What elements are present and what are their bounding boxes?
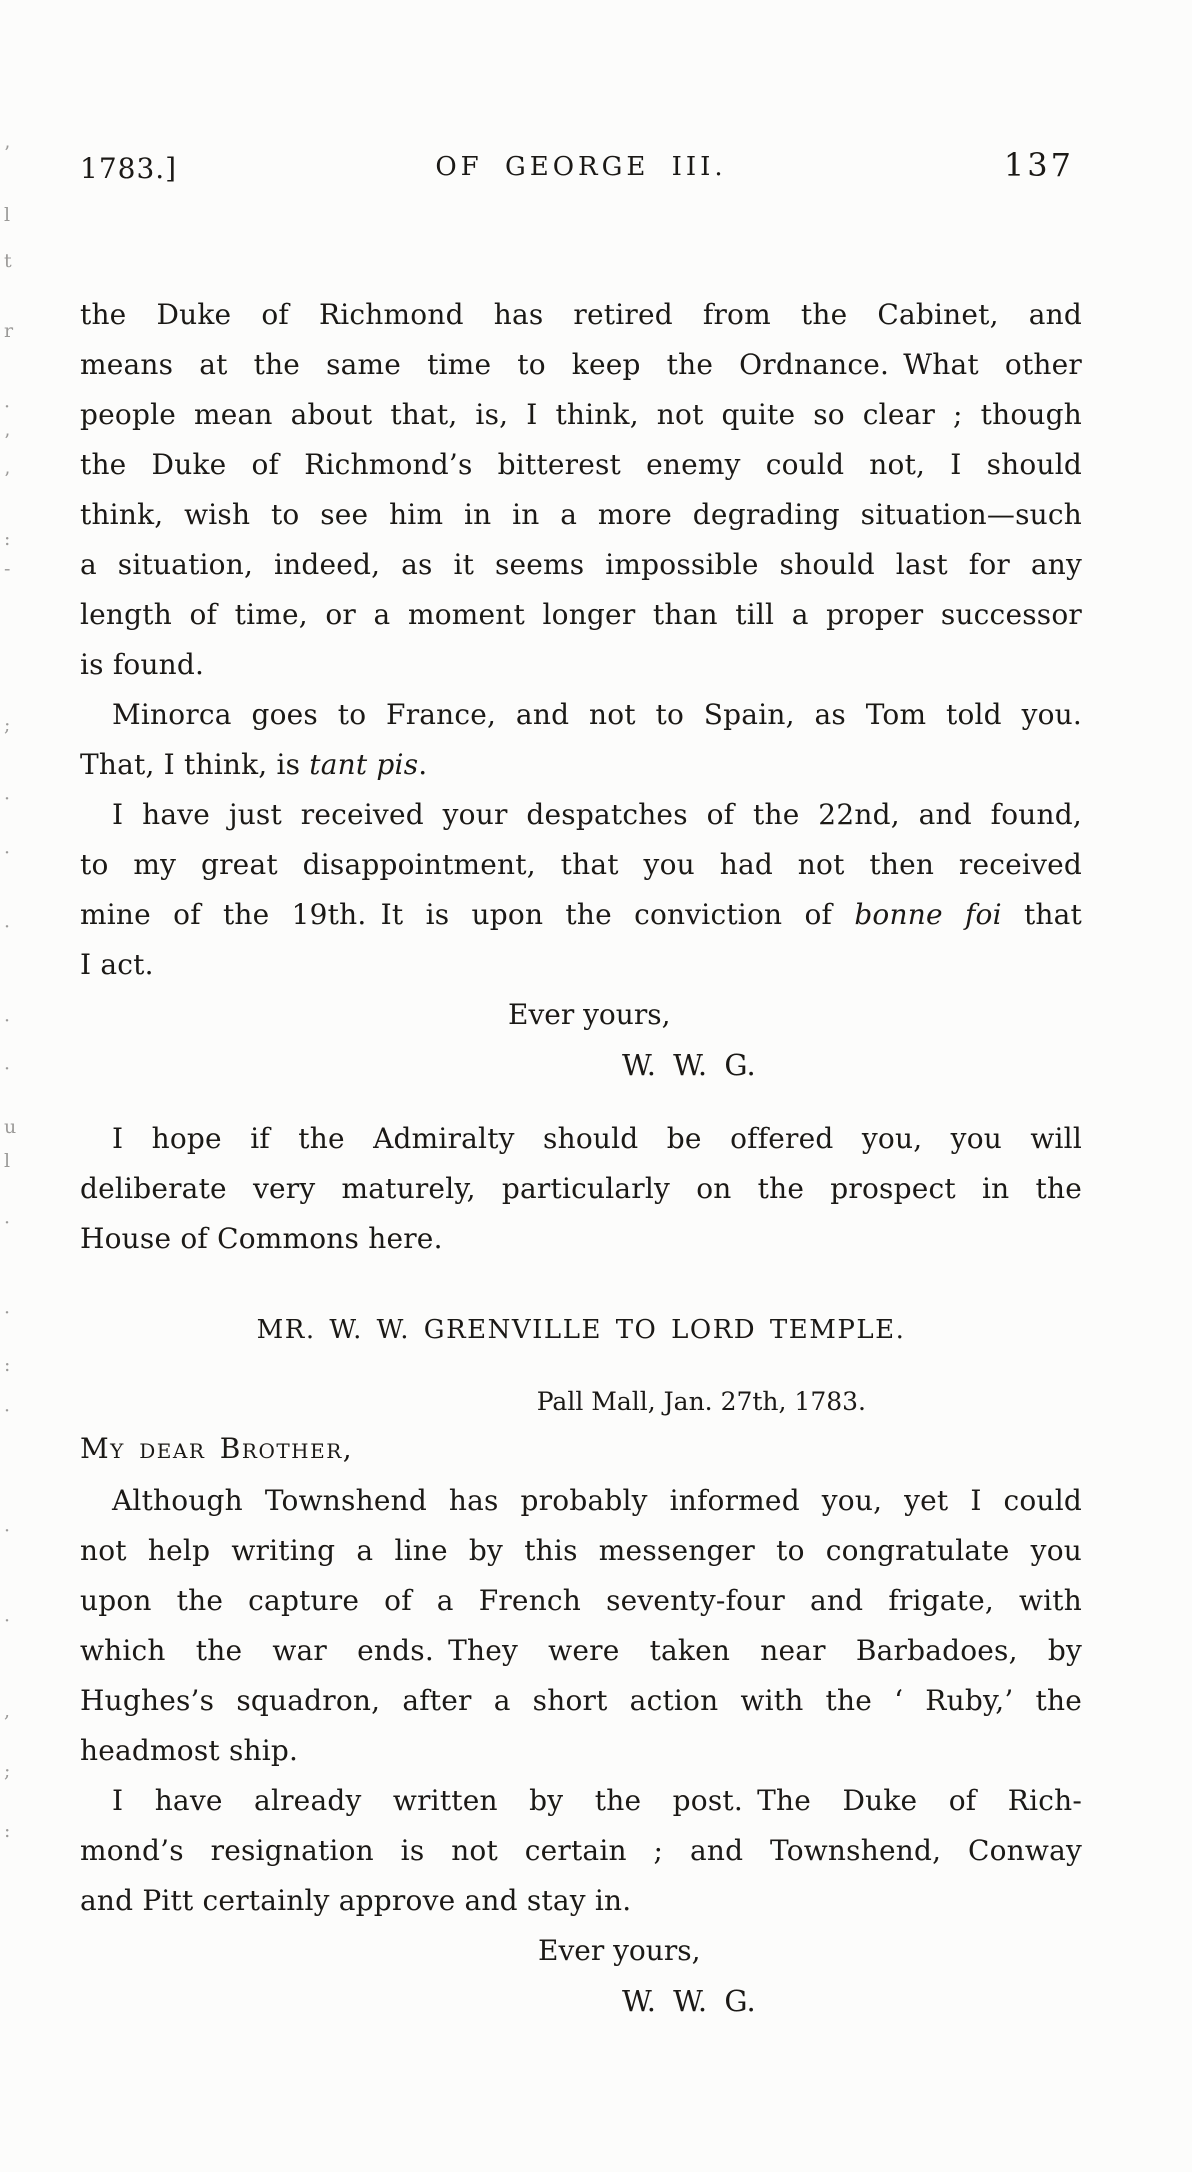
text-line [80,1876,1082,1926]
margin-artifact: · [4,1010,11,1032]
margin-artifact: · [4,396,11,418]
text-run: mond’s resignation is not certain ; and Townshend, Conway [80,1834,1082,1867]
margin-artifact: · [4,1302,11,1324]
margin-artifact: ; [4,714,11,736]
margin-artifact: ’ [4,142,11,164]
dateline: Pall Mall, Jan. 27th, 1783. [536,1387,866,1416]
text-run: and Pitt certainly approve and stay in. [80,1884,632,1917]
text-line [80,840,1082,890]
margin-artifact: · [4,1058,11,1080]
signature-initials: W. W. G. [622,1048,756,1082]
text-run: the Duke of Richmond has retired from the Cabinet, and [80,298,1082,331]
text-line [80,690,1082,740]
paragraph [80,1776,1082,1926]
text-line [80,340,1082,390]
text-run: mine of the 19th. It is upon the conviction of [80,898,855,931]
margin-artifact: t [4,250,12,272]
margin-artifact: · [4,1610,11,1632]
text-line [80,540,1082,590]
text-line [80,1626,1082,1676]
text-run: I act. [80,948,154,981]
text-line [80,1676,1082,1726]
text-run: I hope if the Admiralty should be offered you, you will [112,1122,1082,1155]
margin-artifact: · [4,842,11,864]
text-run: I have just received your despatches of the 22nd, and found, [112,798,1082,831]
paragraph [80,1476,1082,1776]
text-run: that [1001,898,1082,931]
text-run: which the war ends. They were taken near Barbadoes, by [80,1634,1082,1667]
text-line [80,940,1082,990]
signature-valediction: Ever yours, [508,998,671,1031]
text-line [80,1526,1082,1576]
paragraph [80,790,1082,990]
paragraph [80,690,1082,790]
margin-artifact: ; [4,1760,11,1782]
text-line [80,1826,1082,1876]
text-run: Minorca goes to France, and not to Spain, as Tom told you. [112,698,1082,731]
text-run: length of time, or a moment longer than till a proper successor [80,598,1082,631]
text-line [80,1476,1082,1526]
margin-artifact: · [4,916,11,938]
letter-heading: MR. W. W. GRENVILLE TO LORD TEMPLE. [256,1315,906,1345]
text-line [80,1114,1082,1164]
text-line [80,1164,1082,1214]
text-run: is found. [80,648,205,681]
text-line [80,1726,1082,1776]
text-line [80,490,1082,540]
margin-artifact: r [4,320,14,342]
running-header [80,146,1082,190]
margin-artifact: : [4,1820,11,1842]
text-run: to my great disappointment, that you had not then received [80,848,1082,881]
text-run: I have already written by the post. The Duke of Rich- [112,1784,1082,1817]
text-line [80,1576,1082,1626]
margin-artifact: , [4,1700,11,1722]
text-run: Hughes’s squadron, after a short action with the ‘ Ruby,’ the [80,1684,1082,1717]
text-line [80,640,1082,690]
text-run: Although Townshend has probably informed you, yet I could [112,1484,1082,1517]
text-run: means at the same time to keep the Ordnance. What other [80,348,1082,381]
paragraph [80,290,1082,690]
text-run: people mean about that, is, I think, not quite so clear ; though [80,398,1082,431]
text-line [80,440,1082,490]
text-line [80,1776,1082,1826]
text-run: . [418,748,428,781]
text-line [80,390,1082,440]
margin-artifact: - [4,558,11,580]
margin-artifact: l [4,204,11,226]
text-line [80,1214,1082,1264]
margin-artifact: · [4,1520,11,1542]
margin-artifact: : [4,528,11,550]
text-run: a situation, indeed, as it seems impossible should last for any [80,548,1082,581]
text-line [80,590,1082,640]
margin-artifact: u [4,1116,17,1138]
signature-initials: W. W. G. [622,1984,756,2018]
paragraph [80,1114,1082,1264]
text-run: That, I think, is [80,748,310,781]
text-run: the Duke of Richmond’s bitterest enemy could not, I should [80,448,1082,481]
italic-phrase: bonne foi [854,898,1002,931]
signature [80,990,1082,1090]
margin-artifact: · [4,788,11,810]
book-page [80,146,1082,2026]
margin-artifact: · [4,1212,11,1234]
text-run: House of Commons here. [80,1222,443,1255]
text-run: think, wish to see him in in a more degrading situation—such [80,498,1082,531]
italic-phrase: tant pis [309,748,419,781]
text-run: headmost ship. [80,1734,299,1767]
header-book-title: OF GEORGE III. [435,152,727,182]
margin-artifact: l [4,1150,11,1172]
page-content [80,290,1082,2026]
text-run: not help writing a line by this messenger to congratulate you [80,1534,1082,1567]
signature [80,1926,1082,2026]
margin-artifact: · [4,1400,11,1422]
text-run: deliberate very maturely, particularly on the prospect in the [80,1172,1082,1205]
text-line [80,790,1082,840]
text-line [80,890,1082,940]
signature-valediction: Ever yours, [538,1934,701,1967]
margin-artifact: ’ [4,430,11,452]
salutation: My dear Brother, [80,1432,354,1465]
page-number: 137 [1003,146,1074,184]
text-line [80,290,1082,340]
margin-artifact: ’ [4,468,11,490]
header-year: 1783.] [80,152,178,185]
text-run: upon the capture of a French seventy-four and frigate, with [80,1584,1082,1617]
text-line [80,740,1082,790]
margin-artifact: : [4,1354,11,1376]
